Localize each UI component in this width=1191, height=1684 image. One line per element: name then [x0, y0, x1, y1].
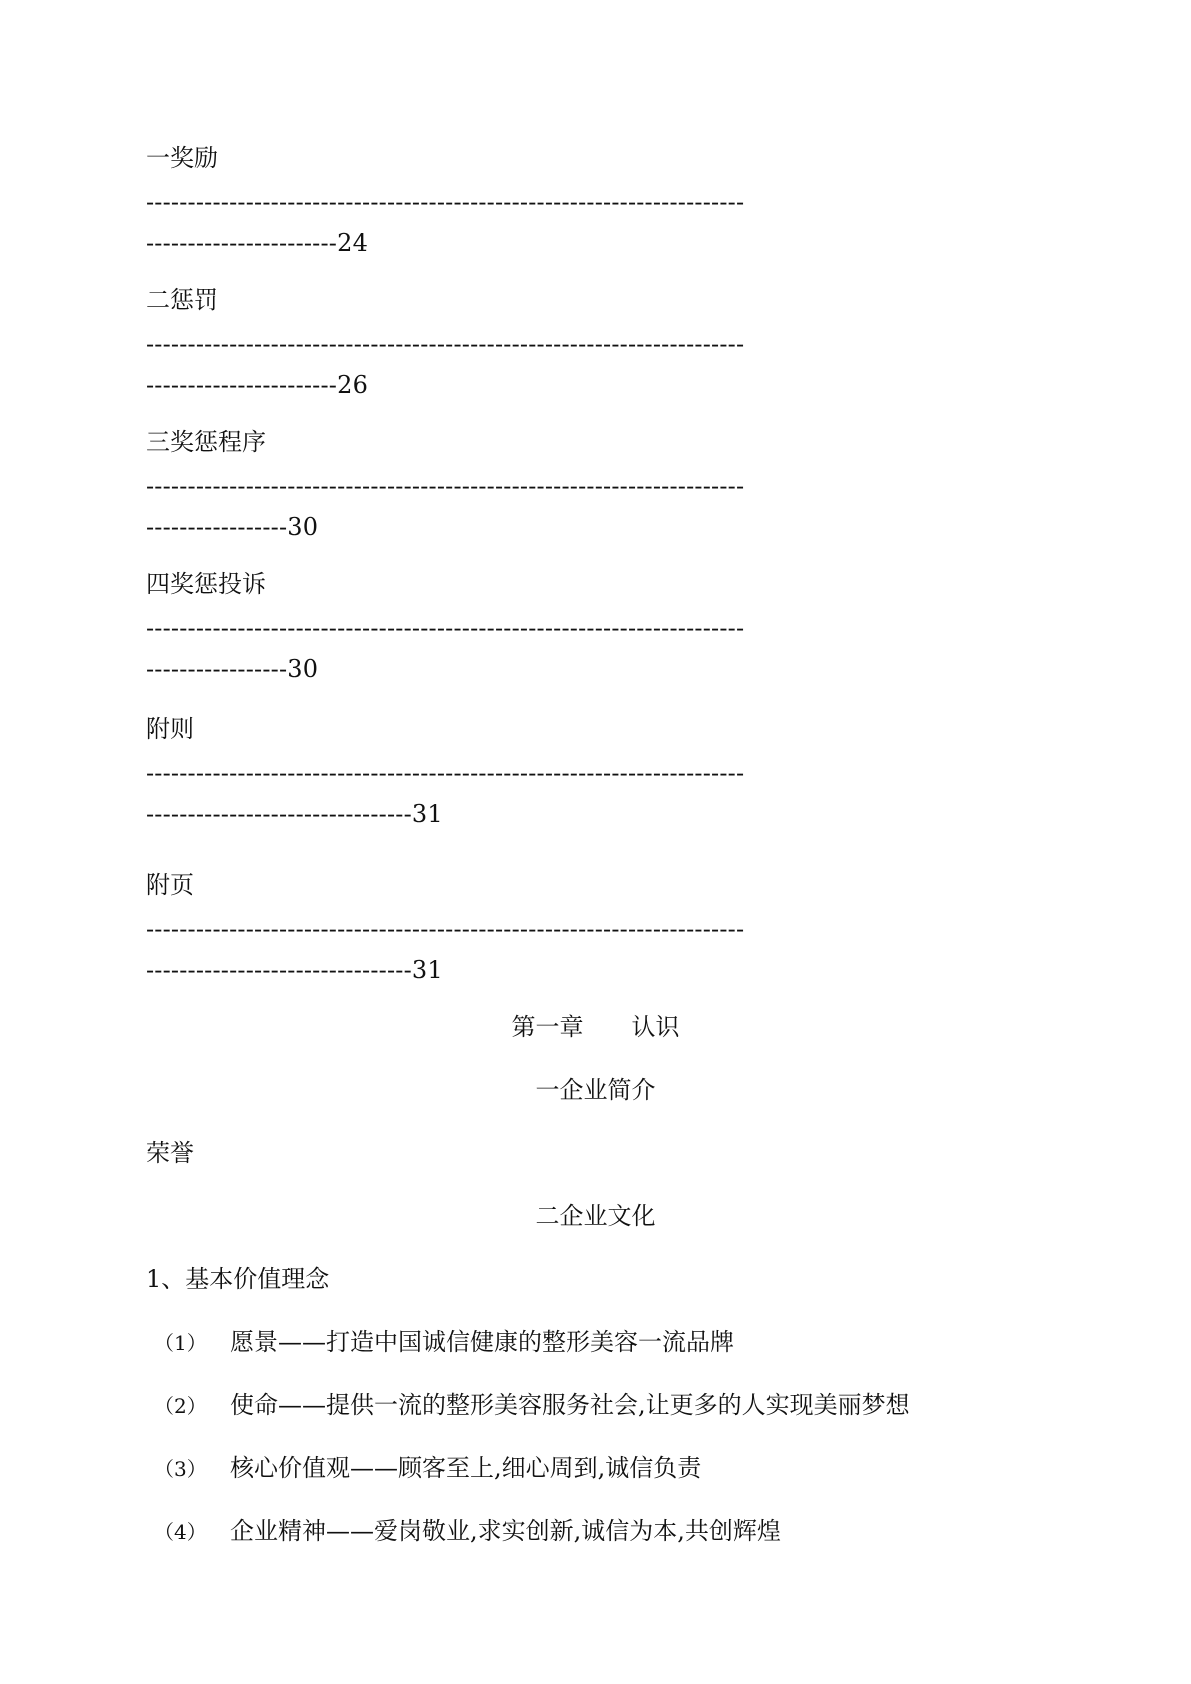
value-item-text: 愿景——打造中国诚信健康的整形美容一流品牌: [230, 1328, 734, 1356]
section-heading: 二企业文化: [535, 1202, 656, 1230]
toc-dash-line: ------------------------------------------------------------------------: [146, 614, 745, 642]
values-heading: 1、基本价值理念: [146, 1265, 330, 1293]
honor-label: 荣誉: [146, 1139, 194, 1167]
toc-page-line: --------------------------------31: [146, 800, 443, 828]
value-item-text: 企业精神——爱岗敬业,求实创新,诚信为本,共创辉煌: [230, 1517, 781, 1545]
value-item-text: 使命——提供一流的整形美容服务社会,让更多的人实现美丽梦想: [230, 1391, 910, 1419]
section-heading: 一企业简介: [535, 1076, 656, 1104]
toc-entry-title: 四奖惩投诉: [146, 570, 266, 598]
value-item: [146, 1390, 910, 1421]
value-item-marker: （3）: [154, 1457, 207, 1481]
toc-entry-title: 三奖惩程序: [146, 428, 266, 456]
toc-page-line: -----------------30: [146, 513, 319, 541]
toc-page-line: --------------------------------31: [146, 956, 443, 984]
chapter-title: 第一章 认识: [511, 1013, 680, 1041]
toc-entry-title: 附则: [146, 715, 194, 743]
value-item: [146, 1516, 781, 1547]
toc-dash-line: ------------------------------------------------------------------------: [146, 759, 745, 787]
value-item: [146, 1453, 701, 1484]
toc-dash-line: ------------------------------------------------------------------------: [146, 915, 745, 943]
toc-dash-line: ------------------------------------------------------------------------: [146, 330, 745, 358]
value-item-marker: （2）: [154, 1394, 207, 1418]
toc-page-line: -----------------30: [146, 655, 319, 683]
value-item-text: 核心价值观——顾客至上,细心周到,诚信负责: [230, 1454, 702, 1482]
value-item: [146, 1327, 734, 1358]
toc-entry-title: 附页: [146, 871, 194, 899]
toc-entry-title: 二惩罚: [146, 286, 218, 314]
toc-page-line: -----------------------24: [146, 229, 369, 257]
toc-page-line: -----------------------26: [146, 371, 369, 399]
toc-dash-line: ------------------------------------------------------------------------: [146, 188, 745, 216]
toc-dash-line: ------------------------------------------------------------------------: [146, 472, 745, 500]
toc-entry-title: 一奖励: [146, 144, 218, 172]
value-item-marker: （4）: [154, 1520, 207, 1544]
value-item-marker: （1）: [154, 1331, 207, 1355]
